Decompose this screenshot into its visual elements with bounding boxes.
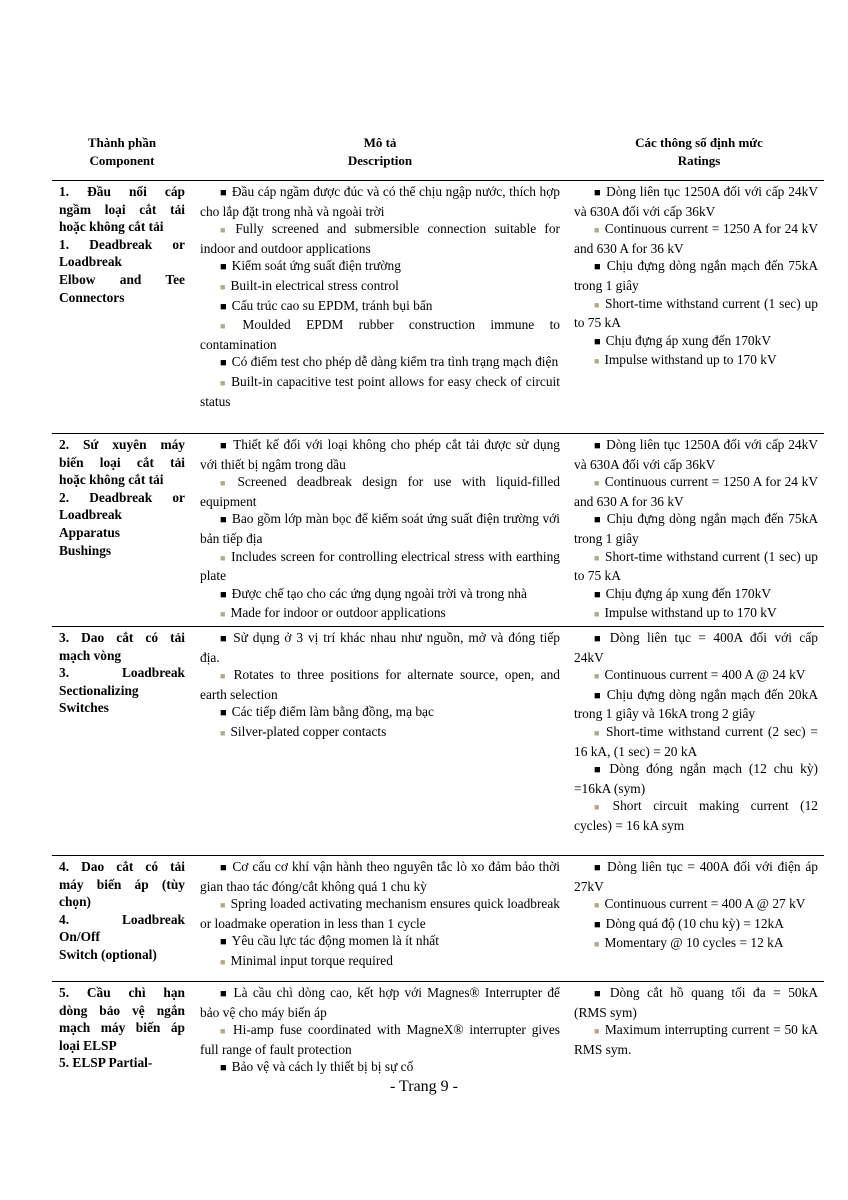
- component-line: 4. Dao cắt có tải: [59, 859, 185, 874]
- component-line: Connectors: [59, 289, 125, 305]
- tan-square-bullet-icon: ■: [220, 956, 226, 967]
- component-line: 2. Deadbreak or: [59, 489, 185, 505]
- bullet-text: Hi-amp fuse coordinated with MagneX® interrupter gives full range of fault protection: [200, 1022, 561, 1057]
- component-line: 4. Loadbreak: [59, 911, 185, 927]
- black-square-bullet-icon: ■: [220, 988, 229, 1000]
- black-square-bullet-icon: ■: [220, 707, 227, 720]
- bullet-item-en: [574, 797, 818, 834]
- header-description: Mô tả Description: [347, 135, 413, 168]
- description-cell: [200, 984, 560, 1078]
- bullet-item-en: [574, 604, 818, 624]
- tan-square-bullet-icon: ■: [594, 1026, 600, 1037]
- bullet-text: Momentary @ 10 cycles = 12 kA: [604, 935, 784, 951]
- component-line: hoặc không cắt tải: [59, 219, 164, 235]
- bullet-text: Chịu đựng áp xung đến 170kV: [605, 585, 771, 601]
- component-line: mạch máy biến áp: [59, 1020, 185, 1036]
- bullet-text: Là cầu chì dòng cao, kết hợp với Magnes® Interrupter để bảo vệ cho máy biến áp: [200, 985, 560, 1020]
- component-line: Switch (optional): [59, 946, 157, 962]
- bullet-item-vi: [200, 436, 560, 473]
- component-line: hoặc không cắt tải: [59, 472, 164, 488]
- bullet-item-vi: [574, 629, 818, 666]
- bullet-text: Short-time withstand current (2 sec) = 16 kA, (1 sec) = 20 kA: [574, 723, 818, 759]
- tan-square-bullet-icon: ■: [220, 281, 226, 292]
- bullet-text: Impulse withstand up to 170 kV: [604, 352, 777, 368]
- bullet-text: Dòng liên tục = 400A đối với điện áp 27kV: [574, 859, 818, 894]
- black-square-bullet-icon: ■: [220, 514, 227, 527]
- tan-square-bullet-icon: ■: [594, 225, 600, 236]
- component-line: Sectionalizing: [59, 682, 139, 698]
- tan-square-bullet-icon: ■: [220, 321, 238, 332]
- bullet-item-en: [574, 548, 818, 585]
- bullet-item-vi: [200, 932, 560, 952]
- bullet-text: Continuous current = 400 A @ 27 kV: [604, 896, 806, 912]
- bullet-item-en: [574, 1021, 818, 1058]
- black-square-bullet-icon: ■: [594, 335, 601, 348]
- page-number: - Trang 9 -: [389, 1078, 458, 1095]
- black-square-bullet-icon: ■: [594, 764, 605, 777]
- bullet-item-vi: [574, 984, 818, 1021]
- bullet-text: Made for indoor or outdoor applications: [230, 605, 446, 621]
- component-line: 2. Sứ xuyên máy: [59, 437, 185, 452]
- component-line: 3. Dao cắt có tải: [59, 630, 185, 645]
- black-square-bullet-icon: ■: [220, 588, 227, 601]
- description-cell: [200, 858, 560, 972]
- tan-square-bullet-icon: ■: [594, 552, 601, 563]
- bullet-text: Rotates to three positions for alternate source, open, and earth selection: [200, 667, 560, 702]
- bullet-text: Dòng quá độ (10 chu kỳ) = 12kA: [605, 915, 784, 931]
- component-line: Loadbreak: [59, 507, 123, 523]
- tan-square-bullet-icon: ■: [220, 478, 233, 489]
- tan-square-bullet-icon: ■: [594, 900, 600, 911]
- tan-square-bullet-icon: ■: [220, 609, 226, 620]
- bullet-text: Chịu đựng dòng ngắn mạch đến 20kA trong 1 giây và 16kA trong 2 giây: [574, 686, 818, 722]
- bullet-text: Dòng đóng ngắn mạch (12 chu kỳ) =16kA (sym): [574, 761, 818, 796]
- bullet-text: Fully screened and submersible connection suitable for indoor and outdoor applications: [200, 221, 560, 256]
- bullet-item-vi: [200, 353, 560, 373]
- tan-square-bullet-icon: ■: [220, 727, 226, 738]
- tan-square-bullet-icon: ■: [220, 671, 229, 682]
- component-cell: [59, 984, 185, 1072]
- bullet-item-vi: [574, 686, 818, 723]
- bullet-text: Kiểm soát ứng suất điện trường: [231, 258, 401, 274]
- bullet-item-vi: [574, 858, 818, 895]
- component-line: 5. Cầu chì hạn: [59, 985, 185, 1000]
- component-cell: [59, 858, 185, 964]
- bullet-item-vi: [200, 1058, 560, 1078]
- black-square-bullet-icon: ■: [220, 187, 227, 199]
- black-square-bullet-icon: ■: [220, 261, 227, 274]
- bullet-text: Continuous current = 400 A @ 24 kV: [604, 667, 806, 683]
- bullet-text: Chịu đựng dòng ngắn mạch đến 75kA trong 1 giây: [574, 511, 818, 546]
- bullet-item-vi: [200, 257, 560, 277]
- bullet-item-vi: [574, 915, 818, 935]
- bullet-item-en: [574, 934, 818, 954]
- bullet-item-en: [574, 295, 818, 332]
- bullet-text: Sử dụng ở 3 vị trí khác nhau như nguồn, mở và đóng tiếp địa.: [200, 630, 560, 665]
- bullet-item-vi: [200, 585, 560, 605]
- component-cell: [59, 629, 185, 717]
- header-component: Thành phần Component: [87, 135, 157, 168]
- component-line: Bushings: [59, 542, 112, 558]
- bullet-item-vi: [200, 297, 560, 317]
- bullet-text: Short circuit making current (12 cycles) = 16 kA sym: [574, 798, 818, 833]
- tan-square-bullet-icon: ■: [220, 552, 227, 563]
- bullet-item-en: [200, 277, 560, 297]
- bullet-text: Bao gồm lớp màn bọc để kiểm soát ứng suất điện trường với bản tiếp địa: [200, 511, 560, 546]
- black-square-bullet-icon: ■: [594, 187, 602, 199]
- table-row: [52, 981, 824, 1077]
- bullet-item-en: [574, 895, 818, 915]
- bullet-text: Chịu đựng áp xung đến 170kV: [605, 332, 771, 348]
- table-row: [52, 180, 824, 434]
- bullet-text: Continuous current = 1250 A for 24 kV and 630 A for 36 kV: [574, 474, 819, 509]
- bullet-item-en: [200, 548, 560, 585]
- bullet-item-en: [200, 604, 560, 624]
- black-square-bullet-icon: ■: [220, 936, 227, 949]
- table-header: [52, 134, 824, 174]
- bullet-text: Chịu đựng dòng ngắn mạch đến 75kA trong 1 giây: [574, 258, 818, 293]
- bullet-item-vi: [574, 436, 818, 473]
- bullet-text: Screened deadbreak design for use with liquid-filled equipment: [200, 474, 560, 509]
- black-square-bullet-icon: ■: [594, 988, 605, 1000]
- component-line: 1. Deadbreak or: [59, 236, 185, 252]
- tan-square-bullet-icon: ■: [594, 478, 600, 489]
- tan-square-bullet-icon: ■: [594, 727, 601, 738]
- bullet-item-vi: [200, 858, 560, 895]
- bullet-text: Continuous current = 1250 A for 24 kV and 630 A for 36 kV: [574, 221, 819, 256]
- bullet-item-vi: [200, 510, 560, 547]
- bullet-text: Cấu trúc cao su EPDM, tránh bụi bẩn: [231, 297, 433, 313]
- description-cell: [200, 183, 560, 410]
- ratings-cell: [574, 984, 818, 1058]
- component-cell: [59, 436, 185, 559]
- tan-square-bullet-icon: ■: [594, 802, 608, 813]
- black-square-bullet-icon: ■: [594, 689, 602, 702]
- bullet-text: Dòng liên tục = 400A đối với cấp 24kV: [574, 630, 818, 665]
- bullet-item-en: [200, 895, 560, 932]
- component-line: Elbow and Tee: [59, 271, 185, 287]
- component-line: Apparatus: [59, 524, 121, 540]
- bullet-text: Built-in electrical stress control: [230, 277, 399, 293]
- tan-square-bullet-icon: ■: [594, 609, 600, 620]
- bullet-text: Silver-plated copper contacts: [230, 723, 387, 739]
- component-line: máy biến áp (tùy: [59, 876, 185, 892]
- bullet-text: Maximum interrupting current = 50 kA RMS sym.: [574, 1022, 818, 1057]
- bullet-text: Dòng liên tục 1250A đối với cấp 24kV và 630A đối với cấp 36kV: [574, 184, 818, 219]
- ratings-cell: [574, 858, 818, 954]
- bullet-text: Spring loaded activating mechanism ensures quick loadbreak or loadmake operation in less than 1 cycle: [200, 896, 560, 931]
- bullet-item-en: [200, 666, 560, 703]
- black-square-bullet-icon: ■: [594, 633, 605, 645]
- black-square-bullet-icon: ■: [220, 300, 227, 313]
- bullet-text: Short-time withstand current (1 sec) up to 75 kA: [574, 295, 818, 331]
- bullet-text: Có điểm test cho phép dễ dàng kiểm tra tình trạng mạch điện: [231, 354, 559, 370]
- bullet-item-en: [574, 351, 818, 371]
- bullet-item-vi: [200, 629, 560, 666]
- bullet-text: Moulded EPDM rubber construction immune to contamination: [200, 317, 560, 352]
- component-line: chọn): [59, 894, 91, 910]
- bullet-item-en: [200, 723, 560, 743]
- component-line: Loadbreak: [59, 254, 123, 270]
- header-ratings: Các thông số định mức Ratings: [635, 135, 763, 168]
- bullet-item-en: [200, 316, 560, 353]
- bullet-text: Yêu cầu lực tác động momen là ít nhất: [231, 933, 439, 949]
- bullet-item-vi: [574, 332, 818, 352]
- bullet-item-vi: [200, 703, 560, 723]
- bullet-text: Dòng cắt hồ quang tối đa = 50kA (RMS sym): [574, 985, 818, 1020]
- bullet-item-en: [200, 1021, 560, 1058]
- component-line: 5. ELSP Partial-: [59, 1055, 153, 1071]
- black-square-bullet-icon: ■: [594, 588, 601, 601]
- component-line: loại ELSP: [59, 1037, 117, 1053]
- bullet-text: Đầu cáp ngầm được đúc và có thể chịu ngập nước, thích hợp cho lắp đặt trong nhà và ngoài trời: [200, 184, 560, 219]
- tan-square-bullet-icon: ■: [220, 1026, 228, 1037]
- black-square-bullet-icon: ■: [220, 1062, 227, 1075]
- tan-square-bullet-icon: ■: [594, 299, 601, 310]
- bullet-text: Includes screen for controlling electrical stress with earthing plate: [200, 548, 560, 584]
- bullet-item-en: [574, 723, 818, 760]
- black-square-bullet-icon: ■: [220, 633, 229, 645]
- bullet-item-en: [574, 473, 818, 510]
- bullet-item-en: [200, 220, 560, 257]
- black-square-bullet-icon: ■: [594, 261, 602, 274]
- ratings-cell: [574, 183, 818, 371]
- table-row: [52, 855, 824, 982]
- component-line: 3. Loadbreak: [59, 665, 185, 681]
- description-cell: [200, 436, 560, 624]
- table-row: [52, 626, 824, 856]
- ratings-cell: [574, 629, 818, 835]
- ratings-cell: [574, 436, 818, 624]
- table-row: [52, 433, 824, 627]
- bullet-item-vi: [200, 183, 560, 220]
- component-line: On/Off: [59, 929, 100, 945]
- bullet-text: Impulse withstand up to 170 kV: [604, 605, 777, 621]
- bullet-text: Minimal input torque required: [230, 952, 393, 968]
- bullet-text: Bảo vệ và cách ly thiết bị bị sự cố: [231, 1059, 414, 1075]
- tan-square-bullet-icon: ■: [220, 377, 227, 388]
- bullet-text: Dòng liên tục 1250A đối với cấp 24kV và 630A đối với cấp 36kV: [574, 437, 818, 472]
- bullet-item-vi: [574, 585, 818, 605]
- black-square-bullet-icon: ■: [220, 357, 227, 370]
- component-line: mạch vòng: [59, 647, 122, 663]
- bullet-text: Built-in capacitive test point allows for easy check of circuit status: [200, 373, 561, 409]
- bullet-item-en: [200, 473, 560, 510]
- tan-square-bullet-icon: ■: [220, 900, 226, 911]
- bullet-item-en: [574, 666, 818, 686]
- component-line: 1. Đầu nối cáp: [59, 184, 185, 199]
- black-square-bullet-icon: ■: [594, 918, 601, 931]
- black-square-bullet-icon: ■: [594, 862, 603, 874]
- tan-square-bullet-icon: ■: [594, 939, 600, 950]
- component-line: ngầm loại cắt tải: [59, 201, 185, 217]
- component-line: biến loại cắt tải: [59, 454, 185, 470]
- component-line: dòng bảo vệ ngắn: [59, 1002, 185, 1018]
- tan-square-bullet-icon: ■: [594, 356, 600, 367]
- bullet-text: Cơ cấu cơ khí vận hành theo nguyên tắc lò xo đảm bảo thời gian thao tác đóng/cắt không quá 1 chu kỳ: [200, 859, 560, 894]
- description-cell: [200, 629, 560, 743]
- bullet-item-en: [200, 373, 560, 410]
- bullet-item-en: [574, 220, 818, 257]
- tan-square-bullet-icon: ■: [594, 671, 600, 682]
- black-square-bullet-icon: ■: [594, 514, 602, 527]
- bullet-text: Thiết kế đối với loại không cho phép cắt tải được sử dụng với thiết bị ngâm trong dầu: [200, 437, 560, 472]
- bullet-text: Được chế tạo cho các ứng dụng ngoài trời và trong nhà: [231, 585, 527, 601]
- bullet-item-vi: [574, 257, 818, 294]
- component-line: Switches: [59, 700, 109, 716]
- bullet-item-vi: [574, 510, 818, 547]
- bullet-item-en: [200, 952, 560, 972]
- bullet-item-vi: [574, 760, 818, 797]
- bullet-item-vi: [574, 183, 818, 220]
- black-square-bullet-icon: ■: [594, 440, 602, 452]
- black-square-bullet-icon: ■: [220, 862, 228, 874]
- bullet-text: Short-time withstand current (1 sec) up to 75 kA: [574, 548, 818, 584]
- bullet-text: Các tiếp điểm làm bằng đồng, mạ bạc: [231, 704, 434, 720]
- tan-square-bullet-icon: ■: [220, 225, 231, 236]
- component-cell: [59, 183, 185, 306]
- bullet-item-vi: [200, 984, 560, 1021]
- black-square-bullet-icon: ■: [220, 440, 229, 452]
